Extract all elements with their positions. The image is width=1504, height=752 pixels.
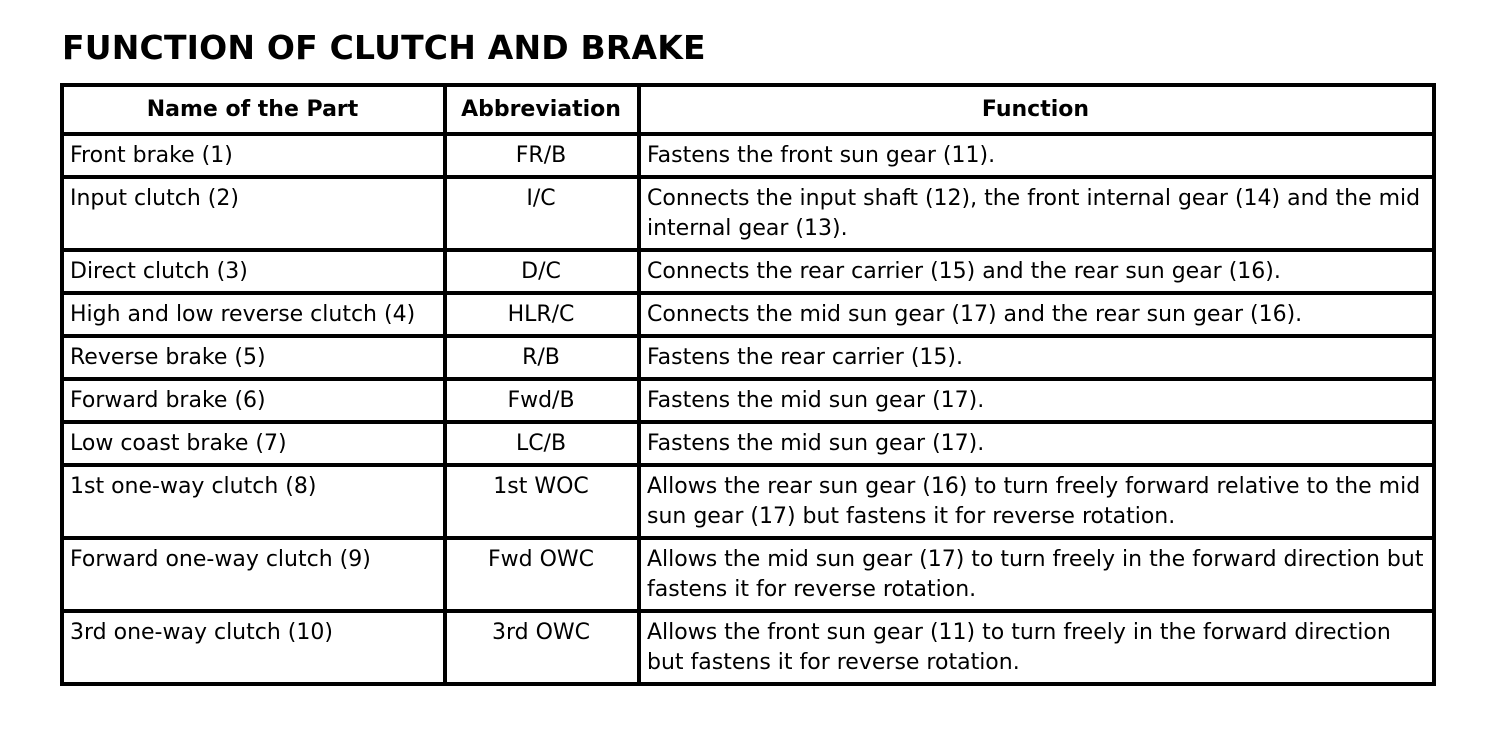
function-cell: Connects the mid sun gear (17) and the rear sun gear (16). bbox=[639, 293, 1434, 336]
table-header-row bbox=[62, 85, 1434, 134]
abbreviation-cell: LC/B bbox=[445, 422, 639, 465]
function-cell: Allows the rear sun gear (16) to turn freely forward relative to the mid sun gear (17) but fastens it for reverse rotation. bbox=[639, 465, 1434, 538]
abbreviation-cell: 1st WOC bbox=[445, 465, 639, 538]
abbreviation-cell: I/C bbox=[445, 177, 639, 250]
function-cell: Fastens the mid sun gear (17). bbox=[639, 422, 1434, 465]
abbreviation-cell: R/B bbox=[445, 336, 639, 379]
header-part-name: Name of the Part bbox=[62, 85, 445, 134]
table-row bbox=[62, 611, 1434, 684]
table-row bbox=[62, 134, 1434, 177]
function-cell: Fastens the rear carrier (15). bbox=[639, 336, 1434, 379]
function-cell: Connects the input shaft (12), the front internal gear (14) and the mid internal gear (13). bbox=[639, 177, 1434, 250]
part-name-cell: Direct clutch (3) bbox=[62, 250, 445, 293]
part-name-cell: Front brake (1) bbox=[62, 134, 445, 177]
function-cell: Allows the front sun gear (11) to turn freely in the forward direction but fastens it for reverse rotation. bbox=[639, 611, 1434, 684]
table-row bbox=[62, 538, 1434, 611]
abbreviation-cell: HLR/C bbox=[445, 293, 639, 336]
function-cell: Allows the mid sun gear (17) to turn freely in the forward direction but fastens it for reverse rotation. bbox=[639, 538, 1434, 611]
table-row bbox=[62, 422, 1434, 465]
table-row bbox=[62, 379, 1434, 422]
part-name-cell: Forward brake (6) bbox=[62, 379, 445, 422]
function-cell: Fastens the front sun gear (11). bbox=[639, 134, 1434, 177]
part-name-cell: Low coast brake (7) bbox=[62, 422, 445, 465]
abbreviation-cell: Fwd OWC bbox=[445, 538, 639, 611]
part-name-cell: High and low reverse clutch (4) bbox=[62, 293, 445, 336]
clutch-brake-table bbox=[60, 83, 1436, 686]
table-row bbox=[62, 465, 1434, 538]
abbreviation-cell: Fwd/B bbox=[445, 379, 639, 422]
page-title: FUNCTION OF CLUTCH AND BRAKE bbox=[62, 28, 706, 67]
part-name-cell: Input clutch (2) bbox=[62, 177, 445, 250]
abbreviation-cell: D/C bbox=[445, 250, 639, 293]
function-cell: Fastens the mid sun gear (17). bbox=[639, 379, 1434, 422]
table-row bbox=[62, 177, 1434, 250]
abbreviation-cell: FR/B bbox=[445, 134, 639, 177]
table-row bbox=[62, 250, 1434, 293]
header-abbreviation: Abbreviation bbox=[445, 85, 639, 134]
part-name-cell: 3rd one-way clutch (10) bbox=[62, 611, 445, 684]
part-name-cell: Forward one-way clutch (9) bbox=[62, 538, 445, 611]
table-row bbox=[62, 293, 1434, 336]
header-function: Function bbox=[639, 85, 1434, 134]
part-name-cell: Reverse brake (5) bbox=[62, 336, 445, 379]
function-cell: Connects the rear carrier (15) and the rear sun gear (16). bbox=[639, 250, 1434, 293]
part-name-cell: 1st one-way clutch (8) bbox=[62, 465, 445, 538]
abbreviation-cell: 3rd OWC bbox=[445, 611, 639, 684]
table-row bbox=[62, 336, 1434, 379]
